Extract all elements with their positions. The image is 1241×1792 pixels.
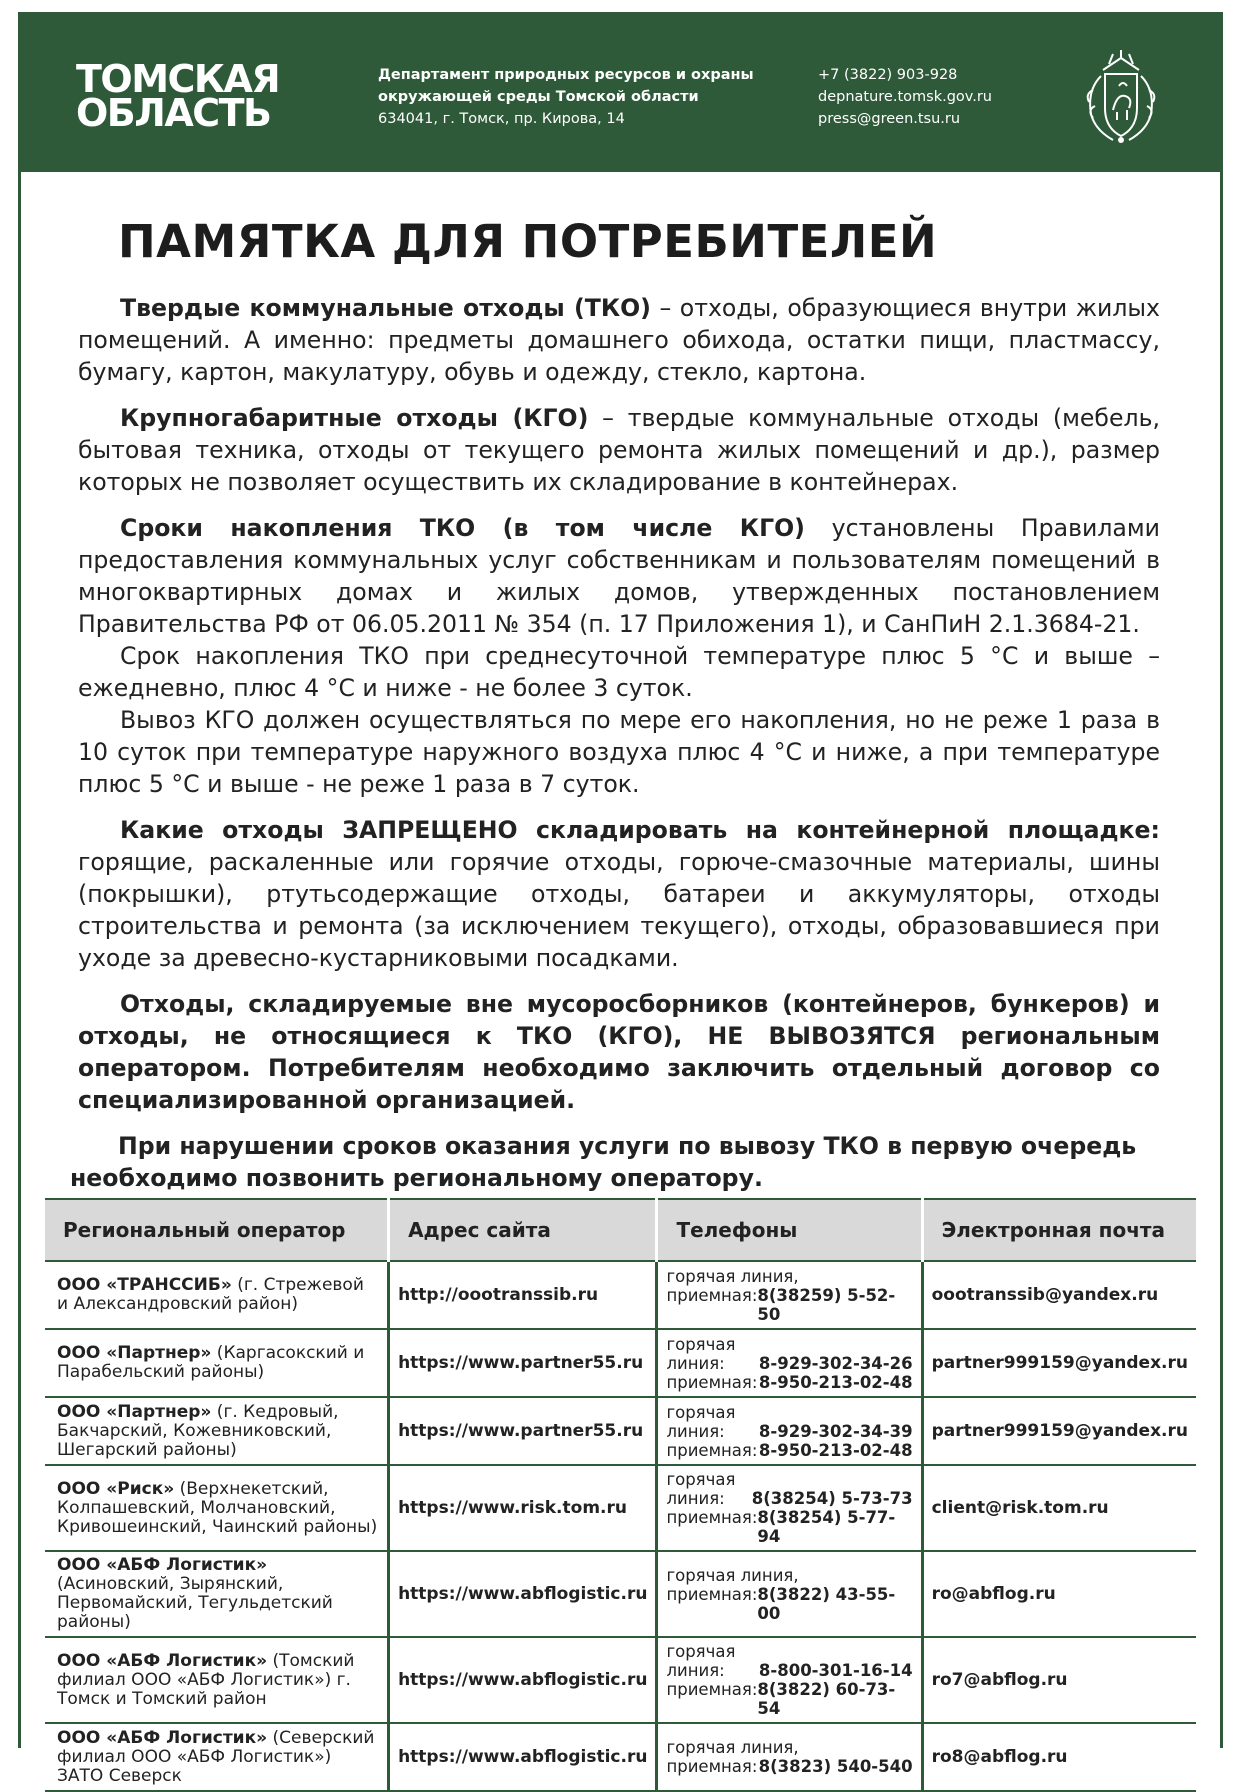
phone-number[interactable]: 8-950-213-02-48 — [758, 1440, 913, 1460]
phone-label: горячая — [666, 1642, 736, 1661]
phone-number[interactable]: 8(38254) 5-77-94 — [757, 1508, 896, 1546]
table-row — [45, 1723, 1196, 1791]
operator-cell — [45, 1329, 389, 1397]
operator-site-link[interactable]: https://www.partner55.ru — [389, 1397, 657, 1465]
table-row — [45, 1637, 1196, 1723]
department-phone: +7 (3822) 903-928 — [818, 67, 958, 83]
phone-line — [666, 1470, 912, 1489]
operator-name: ООО «АБФ Логистик» — [57, 1555, 268, 1575]
table-body — [45, 1261, 1196, 1791]
operator-phones-cell — [657, 1723, 922, 1791]
phone-number[interactable]: 8-929-302-34-39 — [758, 1421, 913, 1441]
operator-phones-cell — [657, 1397, 922, 1465]
operator-phones-cell — [657, 1329, 922, 1397]
paragraph-kgo-removal: Вывоз КГО должен осуществляться по мере его накопления, но не реже 1 раза в 10 суток при температуре наружного воздуха плюс 4 °С и ниже, а при температуре плюс 5 °С и выше - не реже 1 раза в 7 суток. — [78, 706, 1160, 798]
table-row — [45, 1551, 1196, 1637]
phone-label: горячая — [666, 1470, 736, 1489]
department-contacts — [818, 64, 992, 130]
department-info — [378, 64, 754, 130]
operator-name: ООО «Партнер» — [57, 1401, 212, 1422]
phone-label: линия: — [666, 1421, 725, 1441]
paragraph-tko: Твердые коммунальные отходы (ТКО) – отходы, образующиеся внутри жилых помещений. А именно: предметы домашнего обихода, остатки пищи, пластмассу, бумагу, картон, макулатуру, обувь и одежду, стекло, картона. — [78, 294, 1160, 386]
phone-line — [666, 1267, 912, 1286]
phone-line — [666, 1441, 912, 1460]
phone-number[interactable]: 8(38254) 5-73-73 — [751, 1489, 913, 1508]
operator-area: (г. Стрежевой и Александровский район) — [57, 1275, 364, 1314]
phone-label: линия: — [666, 1661, 725, 1680]
phone-label: горячая — [666, 1402, 736, 1422]
operator-email-link[interactable]: oootranssib@yandex.ru — [922, 1261, 1196, 1329]
phone-line — [666, 1373, 912, 1392]
phone-number[interactable]: 8(3822) 43-55-00 — [757, 1584, 896, 1623]
operator-site-link[interactable]: https://www.abflogistic.ru — [389, 1637, 657, 1723]
operator-phones-cell — [657, 1551, 922, 1637]
operator-cell — [45, 1465, 389, 1551]
operator-site-link[interactable]: https://www.risk.tom.ru — [389, 1465, 657, 1551]
call-to-action — [70, 1130, 1160, 1194]
phone-line — [666, 1335, 912, 1354]
region-logo: ТОМСКАЯ ОБЛАСТЬ — [76, 57, 280, 135]
operator-area: (Каргасокский и Парабельский районы) — [57, 1343, 365, 1382]
phone-label: приемная: — [666, 1584, 758, 1604]
phone-number[interactable]: 8-800-301-16-14 — [758, 1661, 913, 1680]
phone-line — [666, 1757, 912, 1776]
paragraph-not-removed: Отходы, складируемые вне мусоросборников (контейнеров, бункеров) и отходы, не относящиеся к ТКО (КГО), НЕ ВЫВОЗЯТСЯ региональным оператором. Потребителям необходимо заключить отдельный договор со специализированной организацией. — [78, 990, 1160, 1114]
cta-line-1: При нарушении сроков оказания услуги по вывозу ТКО в первую очередь — [118, 1132, 1137, 1160]
phone-number[interactable]: 8-950-213-02-48 — [758, 1372, 913, 1392]
phone-label: горячая линия, — [666, 1266, 799, 1286]
phone-label: горячая линия, — [666, 1565, 799, 1585]
phone-line — [666, 1508, 912, 1546]
paragraph-tko-term: Срок накопления ТКО при среднесуточной температуре плюс 5 °С и выше – ежедневно, плюс 4 °С и ниже - не более 3 суток. — [78, 642, 1160, 702]
table-row — [45, 1397, 1196, 1465]
department-email: press@green.tsu.ru — [818, 111, 961, 127]
operator-area: (Северский филиал ООО «АБФ Логистик») ЗАТО Северск — [57, 1727, 375, 1786]
phone-line — [666, 1422, 912, 1441]
phone-label: горячая — [666, 1334, 736, 1354]
phone-line — [666, 1661, 912, 1680]
coat-of-arms-icon — [1073, 50, 1169, 146]
operator-email-link[interactable]: partner999159@yandex.ru — [922, 1397, 1196, 1465]
operator-name: ООО «АБФ Логистик» — [57, 1650, 268, 1671]
operator-cell — [45, 1261, 389, 1329]
paragraph-deadlines: Сроки накопления ТКО (в том числе КГО) установлены Правилами предоставления коммунальных услуг собственникам и пользователям помещений в многоквартирных домах и жилых домов, утвержденных постановлением Правительства РФ от 06.05.2011 № 354 (п. 17 Приложения 1), и СанПиН 2.1.3684-21. — [78, 514, 1160, 638]
phone-label: приемная: — [666, 1285, 758, 1305]
operator-area: (г. Кедровый, Бакчарский, Кожевниковский, Шегарский районы) — [57, 1401, 339, 1460]
phone-number[interactable]: 8(38259) 5-52-50 — [757, 1285, 896, 1324]
phone-line — [666, 1286, 912, 1324]
operator-phones-cell — [657, 1465, 922, 1551]
phone-line — [666, 1489, 912, 1508]
column-header-email: Электронная почта — [922, 1199, 1196, 1261]
phone-label: приемная: — [666, 1440, 758, 1460]
operator-area: (Томский филиал ООО «АБФ Логистик») г. Томск и Томский район — [57, 1650, 355, 1709]
operator-email-link[interactable]: ro7@abflog.ru — [922, 1637, 1196, 1723]
department-site: depnature.tomsk.gov.ru — [818, 89, 992, 105]
operator-cell — [45, 1723, 389, 1791]
operator-site-link[interactable]: https://www.abflogistic.ru — [389, 1551, 657, 1637]
operators-table — [45, 1198, 1196, 1792]
phone-number[interactable]: 8(3823) 540-540 — [758, 1757, 913, 1776]
operator-cell — [45, 1637, 389, 1723]
paragraph-forbidden: Какие отходы ЗАПРЕЩЕНО складировать на контейнерной площадке: горящие, раскаленные или горячие отходы, горюче-смазочные материалы, шины (покрышки), ртутьсодержащие отходы, батареи и аккумуляторы, отходы строительства и ремонта (за исключением текущего), отходы, образовавшиеся при уходе за древесно-кустарниковыми посадками. — [78, 816, 1160, 972]
phone-line — [666, 1566, 912, 1585]
operator-email-link[interactable]: client@risk.tom.ru — [922, 1465, 1196, 1551]
table-row — [45, 1465, 1196, 1551]
operator-site-link[interactable]: https://www.partner55.ru — [389, 1329, 657, 1397]
phone-line — [666, 1585, 912, 1623]
phone-line — [666, 1403, 912, 1422]
operator-cell — [45, 1397, 389, 1465]
page-title: ПАМЯТКА ДЛЯ ПОТРЕБИТЕЛЕЙ — [118, 215, 938, 268]
operator-area: (Асиновский, Зырянский, Первомайский, Тегульдетский районы) — [57, 1574, 333, 1632]
operator-phones-cell — [657, 1261, 922, 1329]
phone-label: линия: — [666, 1489, 725, 1508]
operator-email-link[interactable]: partner999159@yandex.ru — [922, 1329, 1196, 1397]
phone-line — [666, 1354, 912, 1373]
phone-label: линия: — [666, 1353, 725, 1373]
operator-area: (Верхнекетский, Колпашевский, Молчановский, Кривошеинский, Чаинский районы) — [57, 1478, 378, 1537]
column-header-phones: Телефоны — [657, 1199, 922, 1261]
phone-label: приемная: — [666, 1680, 758, 1699]
column-header-site: Адрес сайта — [389, 1199, 657, 1261]
phone-label: горячая линия, — [666, 1738, 799, 1757]
department-address: 634041, г. Томск, пр. Кирова, 14 — [378, 111, 625, 127]
table-header-row — [45, 1199, 1196, 1261]
department-name-line2: окружающей среды Томской области — [378, 89, 699, 105]
phone-number[interactable]: 8-929-302-34-26 — [758, 1353, 913, 1373]
phone-label: приемная: — [666, 1372, 758, 1392]
operator-name: ООО «АБФ Логистик» — [57, 1727, 268, 1748]
phone-line — [666, 1680, 912, 1718]
phone-line — [666, 1738, 912, 1757]
operator-cell — [45, 1551, 389, 1637]
table-row — [45, 1261, 1196, 1329]
operator-site-link[interactable]: https://www.abflogistic.ru — [389, 1723, 657, 1791]
operator-phones-cell — [657, 1637, 922, 1723]
phone-label: приемная: — [666, 1508, 758, 1527]
operator-name: ООО «ТРАНССИБ» — [57, 1275, 232, 1295]
header-banner — [18, 12, 1223, 172]
phone-line — [666, 1642, 912, 1661]
paragraph-kgo: Крупногабаритные отходы (КГО) – твердые коммунальные отходы (мебель, бытовая техника, отходы от текущего ремонта жилых помещений и др.), размер которых не позволяет осуществить их складирование в контейнерах. — [78, 404, 1160, 496]
operator-site-link[interactable]: http://oootranssib.ru — [389, 1261, 657, 1329]
department-name-line1: Департамент природных ресурсов и охраны — [378, 67, 754, 83]
cta-line-2: необходимо позвонить региональному оператору. — [70, 1164, 763, 1192]
column-header-operator: Региональный оператор — [45, 1199, 389, 1261]
phone-label: приемная: — [666, 1757, 758, 1776]
operator-email-link[interactable]: ro@abflog.ru — [922, 1551, 1196, 1637]
memo-body — [78, 292, 1160, 1116]
phone-number[interactable]: 8(3822) 60-73-54 — [757, 1680, 896, 1718]
operator-name: ООО «Партнер» — [57, 1343, 212, 1363]
operator-name: ООО «Риск» — [57, 1478, 175, 1499]
table-row — [45, 1329, 1196, 1397]
operator-email-link[interactable]: ro8@abflog.ru — [922, 1723, 1196, 1791]
